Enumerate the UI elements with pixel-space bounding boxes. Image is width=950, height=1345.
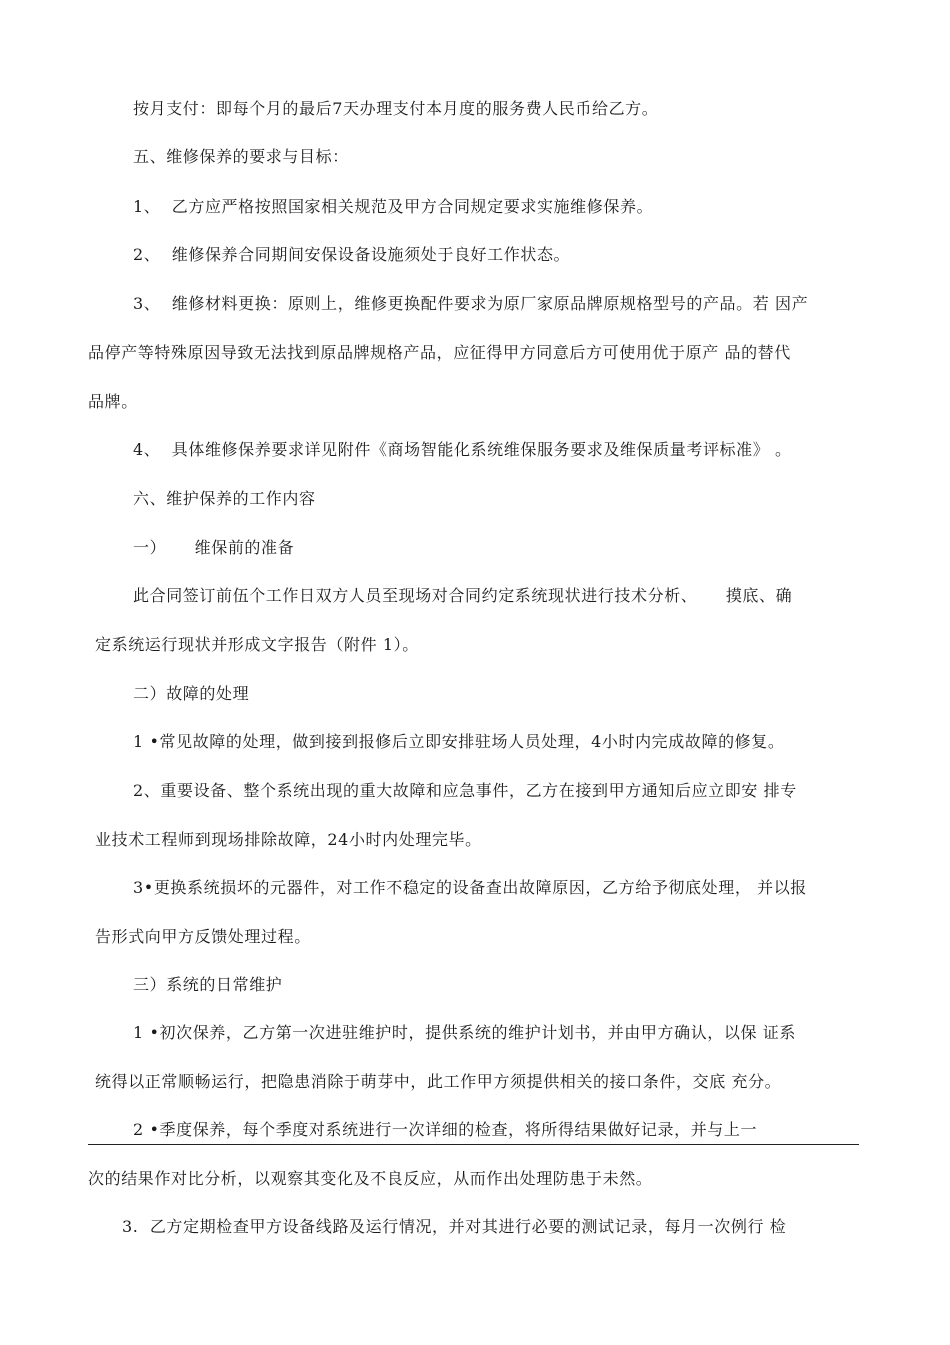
subsection-heading: 三）系统的日常维护 — [133, 975, 283, 994]
text-line: 此合同签订前伍个工作日双方人员至现场对合同约定系统现状进行技术分析、 摸底、确 — [133, 586, 793, 605]
section-heading: 五、维修保养的要求与目标： — [133, 147, 349, 166]
text-line: 次的结果作对比分析，以观察其变化及不良反应，从而作出处理防患于未然。 — [88, 1169, 653, 1188]
text-line: 1 •初次保养，乙方第一次进驻维护时，提供系统的维护计划书，并由甲方确认，以保 证系 — [133, 1023, 796, 1042]
text-line: 3•更换系统损坏的元器件，对工作不稳定的设备查出故障原因，乙方给予彻底处理， 并以报 — [133, 878, 807, 897]
horizontal-rule — [88, 1144, 859, 1145]
text-line: 3. 乙方定期检查甲方设备线路及运行情况，并对其进行必要的测试记录，每月一次例行 检 — [122, 1217, 787, 1236]
section-heading: 六、维护保养的工作内容 — [133, 489, 316, 508]
text-line: 业技术工程师到现场排除故障，24小时内处理完毕。 — [95, 830, 482, 849]
text-line: 3、 维修材料更换：原则上，维修更换配件要求为原厂家原品牌原规格型号的产品。若 因产 — [133, 294, 809, 313]
text-line: 按月支付：即每个月的最后7天办理支付本月度的服务费人民币给乙方。 — [133, 99, 659, 118]
text-line: 告形式向甲方反馈处理过程。 — [95, 927, 311, 946]
text-line: 2、重要设备、整个系统出现的重大故障和应急事件，乙方在接到甲方通知后应立即安 排专 — [133, 781, 797, 800]
text-line: 定系统运行现状并形成文字报告（附件 1）。 — [95, 635, 419, 654]
subsection-heading: 一） 维保前的准备 — [133, 538, 295, 557]
text-line: 统得以正常顺畅运行，把隐患消除于萌芽中，此工作甲方须提供相关的接口条件，交底 充分。 — [95, 1072, 782, 1091]
text-line: 2 •季度保养，每个季度对系统进行一次详细的检查，将所得结果做好记录，并与上一 — [133, 1120, 758, 1139]
subsection-heading: 二）故障的处理 — [133, 684, 250, 703]
text-line: 1 •常见故障的处理，做到接到报修后立即安排驻场人员处理，4小时内完成故障的修复。 — [133, 732, 785, 751]
text-line: 2、 维修保养合同期间安保设备设施须处于良好工作状态。 — [133, 245, 571, 264]
text-line: 品停产等特殊原因导致无法找到原品牌规格产品，应征得甲方同意后方可使用优于原产 品的替代 — [88, 343, 791, 362]
text-line: 1、 乙方应严格按照国家相关规范及甲方合同规定要求实施维修保养。 — [133, 197, 654, 216]
text-line: 4、 具体维修保养要求详见附件《商场智能化系统维保服务要求及维保质量考评标准》 。 — [133, 440, 792, 459]
text-line: 品牌。 — [88, 392, 138, 411]
